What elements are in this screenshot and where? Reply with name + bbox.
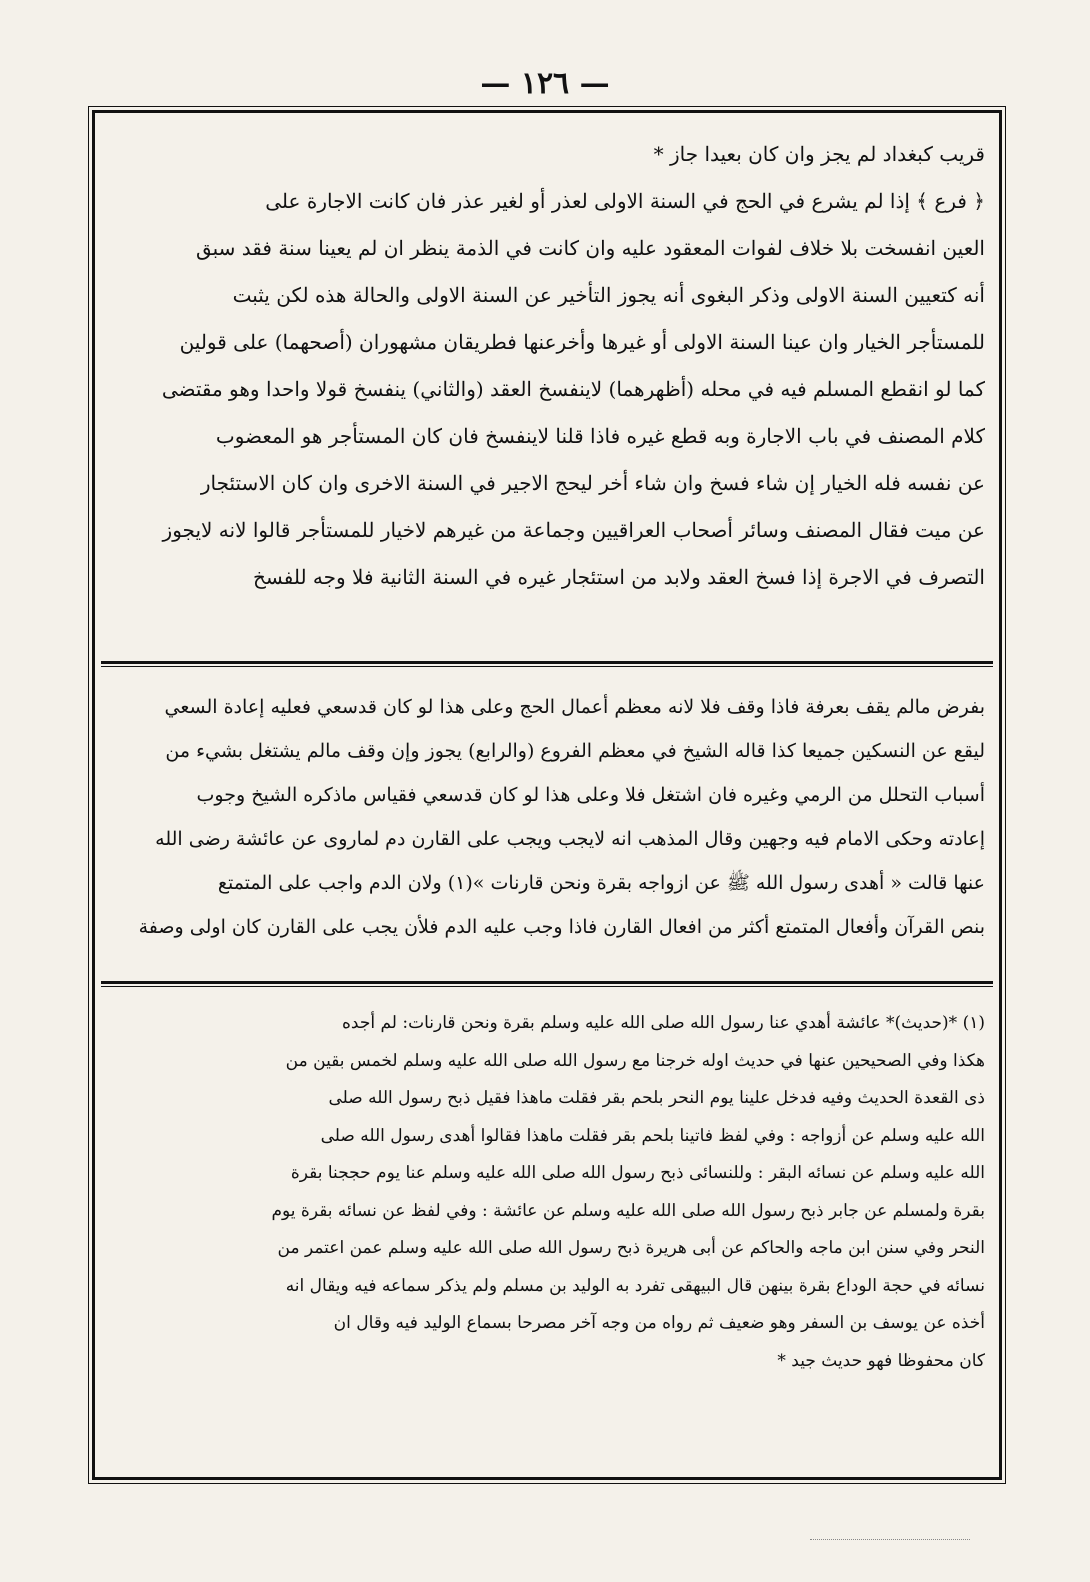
footnote-line: بقرة ولمسلم عن جابر ذبح رسول الله صلى الله عليه وسلم عن عائشة : وفي لفظ عن نسائه بقرة يوم <box>271 1200 985 1221</box>
continuation-text <box>109 685 985 949</box>
section-divider <box>101 661 993 667</box>
scan-mark <box>810 1539 970 1542</box>
footnote-divider <box>101 981 993 987</box>
text-line: كلام المصنف في باب الاجارة وبه قطع غيره فاذا قلنا لاينفسخ فان كان المستأجر هو المعضوب <box>215 424 985 448</box>
page-frame <box>92 110 1002 1480</box>
text-line: التصرف في الاجرة إذا فسخ العقد ولابد من استئجار غيره في السنة الثانية فلا وجه للفسخ <box>252 565 985 589</box>
footnote-line: ذى القعدة الحديث وفيه فدخل علينا يوم النحر بلحم بقر فقلت ماهذا فقيل ذبح رسول الله صلى <box>328 1088 985 1108</box>
text-line: عن نفسه فله الخيار إن شاء فسخ وان شاء أخر ليحج الاجير في السنة الاخرى وان كان الاستئجار <box>200 471 985 495</box>
footnote-line: (١) *(حديث)* عائشة أهدي عنا رسول الله صلى الله عليه وسلم بقرة ونحن قارنات: لم أجده <box>341 1013 985 1033</box>
text-line: إعادته وحكى الامام فيه وجهين وقال المذهب انه لايجب ويجب على القارن دم لماروى عن عائشة رضى الله <box>155 828 985 850</box>
text-line: ﴿ فرع ﴾ إذا لم يشرع في الحج في السنة الاولى لعذر أو لغير عذر فان كانت الاجارة على <box>265 189 985 213</box>
footnote-line: نسائه في حجة الوداع بقرة بينهن قال البيهقى تفرد به الوليد بن مسلم ولم يذكر سماعه فيه ويقال انه <box>285 1275 985 1296</box>
footnote-line: الله عليه وسلم عن أزواجه : وفي لفظ فاتينا بلحم بقر فقلت ماهذا فقالوا أهدى رسول الله صلى <box>320 1125 985 1146</box>
text-line: أسباب التحلل من الرمي وغيره فان اشتغل فلا وعلى هذا لو كان قدسعي فقياس ماذكره الشيخ وجوب <box>196 784 985 806</box>
footnote-line: أخذه عن يوسف بن السفر وهو ضعيف ثم رواه من وجه آخر مصرحا بسماع الوليد فيه وقال ان <box>333 1313 985 1333</box>
text-line: للمستأجر الخيار وان عينا السنة الاولى أو غيرها وأخرعنها فطريقان مشهوران (أصحهما) على قولين <box>179 330 985 354</box>
text-line: بفرض مالم يقف بعرفة فاذا وقف فلا لانه معظم أعمال الحج وعلى هذا لو كان قدسعي فعليه إعادة السعي <box>164 696 985 718</box>
text-line: عنها قالت « أهدى رسول الله ﷺ عن ازواجه بقرة ونحن قارنات »(١) ولان الدم واجب على المتمتع <box>217 872 985 894</box>
footnote-line: النحر وفي سنن ابن ماجه والحاكم عن أبى هريرة ذبح رسول الله صلى الله عليه وسلم عمن اعتمر من <box>277 1238 985 1258</box>
footnotes <box>109 1005 985 1380</box>
main-text <box>109 131 985 601</box>
page-number: — ١٢٦ — <box>480 66 610 101</box>
footnote-line: هكذا وفي الصحيحين عنها في حديث اوله خرجنا مع رسول الله صلى الله عليه وسلم لخمس بقين من <box>285 1050 985 1071</box>
text-line: قريب كبغداد لم يجز وان كان بعيدا جاز * <box>653 142 985 166</box>
text-line: بنص القرآن وأفعال المتمتع أكثر من افعال القارن فاذا وجب عليه الدم فلأن يجب على القارن كان اولى وصفة <box>138 916 985 938</box>
footnote-line: كان محفوظا فهو حديث جيد * <box>777 1350 985 1371</box>
footnote-line: الله عليه وسلم عن نسائه البقر : وللنسائى ذبح رسول الله صلى الله عليه وسلم عنا يوم حججنا بقرة <box>290 1163 985 1183</box>
text-line: ليقع عن النسكين جميعا كذا قاله الشيخ في معظم الفروع (والرابع) يجوز وإن وقف مالم يشتغل بشيء من <box>165 740 985 762</box>
text-line: كما لو انقطع المسلم فيه في محله (أظهرهما) لاينفسخ العقد (والثاني) ينفسخ قولا واحدا وهو مقتضى <box>161 377 985 401</box>
text-line: عن ميت فقال المصنف وسائر أصحاب العراقيين وجماعة من غيرهم لاخيار للمستأجر قالوا لانه لايجوز <box>162 518 985 542</box>
text-line: العين انفسخت بلا خلاف لفوات المعقود عليه وان كانت في الذمة ينظر ان لم يعينا سنة فقد سبق <box>195 236 985 260</box>
text-line: أنه كتعيين السنة الاولى وذكر البغوى أنه يجوز التأخير عن السنة الاولى والحالة هذه لكن يثبت <box>232 283 985 307</box>
